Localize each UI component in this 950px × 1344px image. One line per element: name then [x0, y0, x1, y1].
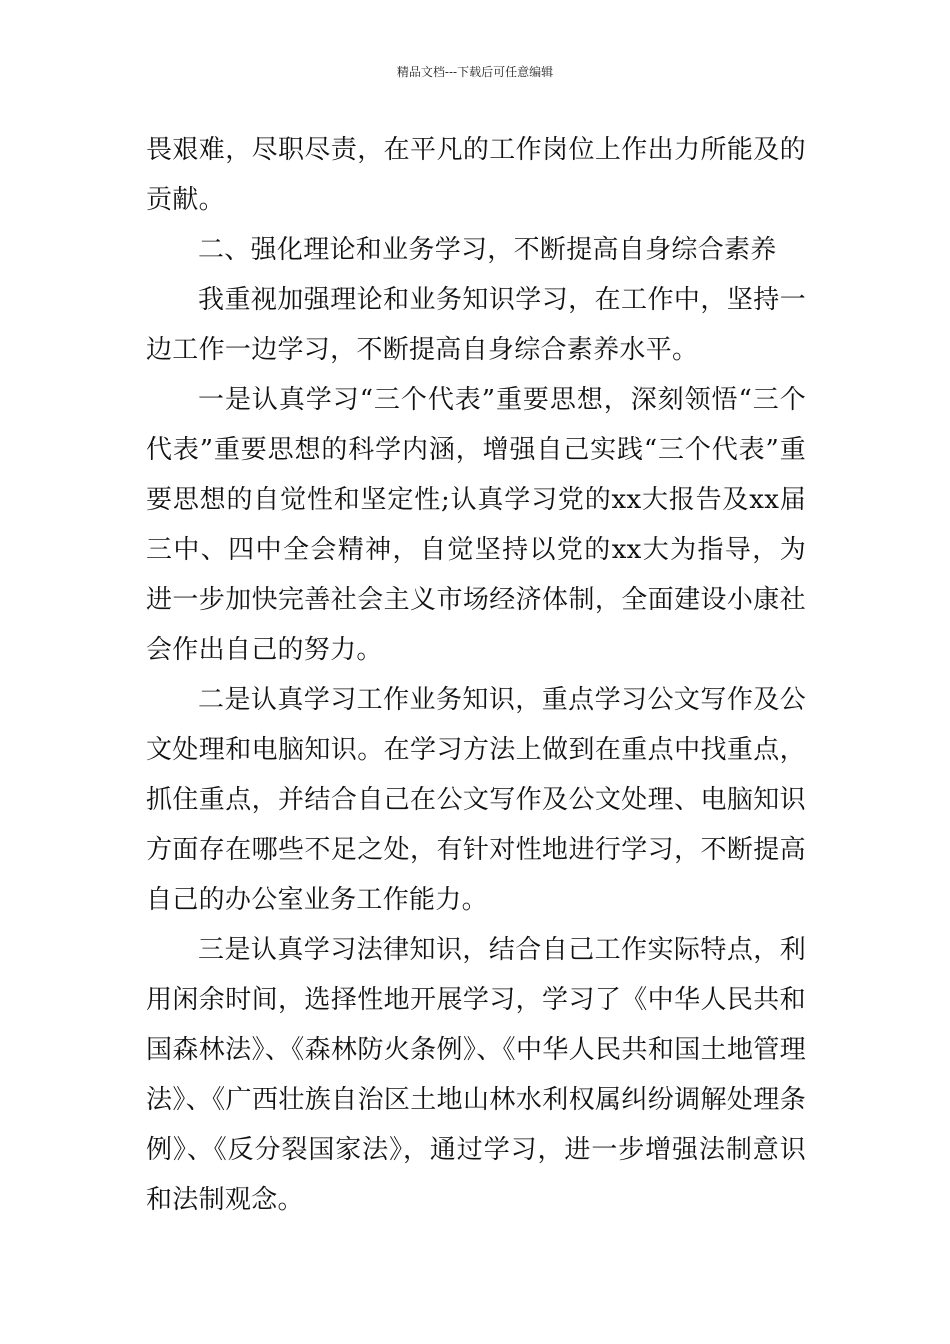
page-header: 精品文档---下载后可任意编辑: [396, 65, 554, 79]
document-body: [146, 125, 806, 1225]
paragraph-3: 一是认真学习“三个代表”重要思想，深刻领悟“三个代表”重要思想的科学内涵，增强自己实践“三个代表”重要思想的自觉性和坚定性;认真学习党的xx大报告及xx届三中、四中全会精神，自觉坚持以党的xx大为指导，为进一步加快完善社会主义市场经济体制，全面建设小康社会作出自己的努力。: [146, 385, 806, 665]
paragraph-4: 二是认真学习工作业务知识，重点学习公文写作及公文处理和电脑知识。在学习方法上做到在重点中找重点，抓住重点，并结合自己在公文写作及公文处理、电脑知识方面存在哪些不足之处，有针对性地进行学习，不断提高自己的办公室业务工作能力。: [146, 685, 806, 915]
paragraph-5: 三是认真学习法律知识，结合自己工作实际特点，利用闲余时间，选择性地开展学习，学习了《中华人民共和国森林法》、《森林防火条例》、《中华人民共和国土地管理法》、《广西壮族自治区土地山林水利权属纠纷调解处理条例》、《反分裂国家法》，通过学习，进一步增强法制意识和法制观念。: [146, 935, 806, 1215]
paragraph-1: 畏艰难，尽职尽责，在平凡的工作岗位上作出力所能及的贡献。: [146, 135, 806, 215]
section-heading: 二、强化理论和业务学习，不断提高自身综合素养: [198, 235, 777, 265]
paragraph-2: 我重视加强理论和业务知识学习，在工作中，坚持一边工作一边学习，不断提高自身综合素养水平。: [146, 285, 806, 365]
